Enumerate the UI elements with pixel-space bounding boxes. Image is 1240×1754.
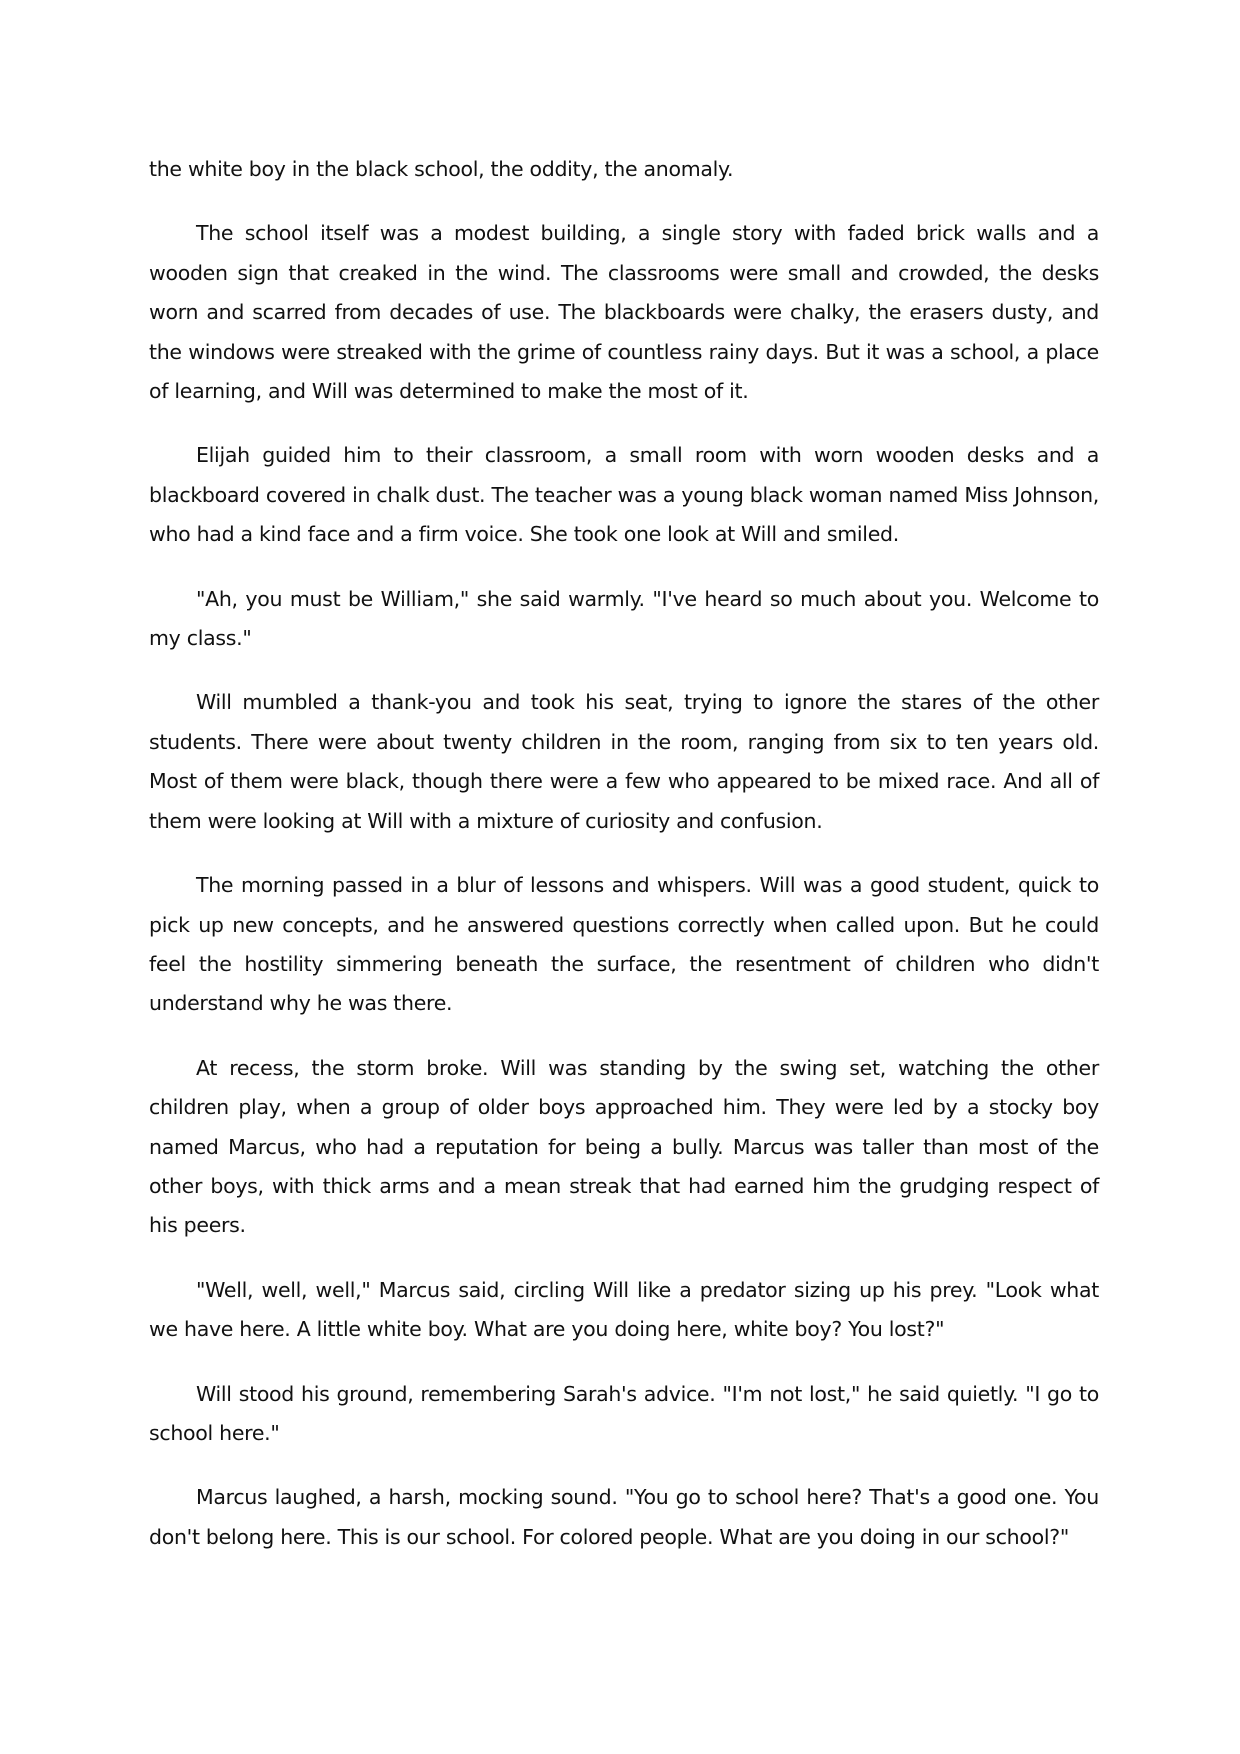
paragraph: The morning passed in a blur of lessons and whispers. Will was a good student, quick to pick up new concepts, and he answered questions correctly when called upon. But he could feel the hostility simmering beneath the surface, the resentment of children who didn't understand why he was there. xyxy=(149,873,1099,1016)
paragraph: The school itself was a modest building, a single story with faded brick walls and a wooden sign that creaked in the wind. The classrooms were small and crowded, the desks worn and scarred from decades of use. The blackboards were chalky, the erasers dusty, and the windows were streaked with the grime of countless rainy days. But it was a school, a place of learning, and Will was determined to make the most of it. xyxy=(149,221,1099,404)
paragraph: "Ah, you must be William," she said warmly. "I've heard so much about you. Welcome to my class." xyxy=(149,586,1099,651)
paragraph: Elijah guided him to their classroom, a small room with worn wooden desks and a blackboard covered in chalk dust. The teacher was a young black woman named Miss Johnson, who had a kind face and a firm voice. She took one look at Will and smiled. xyxy=(149,443,1099,547)
body-text xyxy=(149,150,1099,1582)
paragraph: Will stood his ground, remembering Sarah's advice. "I'm not lost," he said quietly. "I go to school here." xyxy=(149,1381,1099,1445)
paragraph: the white boy in the black school, the oddity, the anomaly. xyxy=(149,157,734,181)
paragraph: "Well, well, well," Marcus said, circling Will like a predator sizing up his prey. "Look what we have here. A little white boy. What are you doing here, white boy? You lost?" xyxy=(149,1277,1099,1342)
paragraph: Marcus laughed, a harsh, mocking sound. "You go to school here? That's a good one. You don't belong here. This is our school. For colored people. What are you doing in our school?" xyxy=(149,1485,1099,1549)
paragraph: At recess, the storm broke. Will was standing by the swing set, watching the other children play, when a group of older boys approached him. They were led by a stocky boy named Marcus, who had a reputation for being a bully. Marcus was taller than most of the other boys, with thick arms and a mean streak that had earned him the grudging respect of his peers. xyxy=(149,1055,1099,1238)
paragraph: Will mumbled a thank-you and took his seat, trying to ignore the stares of the other students. There were about twenty children in the room, ranging from six to ten years old. Most of them were black, though there were a few who appeared to be mixed race. And all of them were looking at Will with a mixture of curiosity and confusion. xyxy=(149,690,1099,833)
